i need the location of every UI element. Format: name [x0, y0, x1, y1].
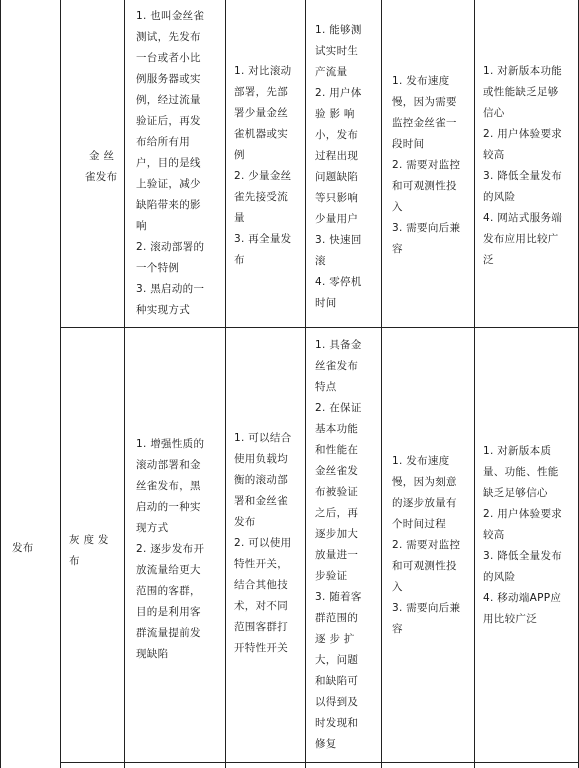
text-line: 3. 降低全量发布	[483, 550, 563, 562]
text-line: 3. 降低全量发布	[483, 170, 563, 182]
text-line: 之后，再	[315, 507, 359, 519]
text-line: 1. 对新版本功能	[483, 65, 563, 77]
row-name-cell	[85, 146, 119, 188]
text-line: 问题缺陷	[315, 171, 359, 183]
text-line: 逐 步 扩	[315, 633, 355, 645]
definition-cell	[136, 6, 204, 321]
text-line: 1. 能够测	[315, 24, 362, 36]
text-line: 1. 具备金	[315, 339, 362, 351]
text-line: 量、功能、性能	[483, 466, 559, 478]
row-name-line: 布	[69, 555, 80, 567]
text-line: 2. 用户体验要求	[483, 128, 563, 140]
text-line: 4. 移动端APP应	[483, 592, 562, 604]
text-line: 例服务器或实	[136, 73, 201, 85]
text-line: 布被验证	[315, 486, 359, 498]
text-line: 入	[392, 201, 403, 213]
text-line: 群流量提前发	[136, 627, 201, 639]
text-line: 慢，因为刻意	[392, 476, 457, 488]
text-line: 一个特例	[136, 262, 180, 274]
text-line: 的风险	[483, 191, 516, 203]
text-line: 范围的客群，	[136, 585, 201, 597]
text-line: 缺乏足够信心	[483, 487, 548, 499]
grid-line	[124, 0, 125, 768]
disadvantages-cell	[392, 71, 460, 260]
text-line: 或性能缺乏足够	[483, 86, 559, 98]
text-line: 使用负载均	[234, 453, 288, 465]
row-name-cell	[69, 530, 121, 572]
text-line: 的逐步放量有	[392, 497, 457, 509]
text-line: 一台或者小比	[136, 52, 201, 64]
text-line: 段时间	[392, 138, 425, 150]
text-line: 时间	[315, 297, 337, 309]
text-line: 测试，先发布	[136, 31, 201, 43]
text-line: 2. 可以使用	[234, 537, 292, 549]
text-line: 产流量	[315, 66, 348, 78]
text-line: 小，发布	[315, 129, 359, 141]
use-cases-cell	[483, 61, 562, 271]
text-line: 时发现和	[315, 717, 359, 729]
text-line: 1. 发布速度	[392, 455, 450, 467]
text-line: 3. 快速回	[315, 234, 362, 246]
text-line: 雀机器或实	[234, 128, 288, 140]
text-line: 丝雀发布	[315, 360, 359, 372]
text-line: 1. 发布速度	[392, 75, 450, 87]
text-line: 泛	[483, 254, 494, 266]
text-line: 监控金丝雀一	[392, 117, 457, 129]
text-line: 2. 用户体验要求	[483, 508, 563, 520]
text-line: 2. 需要对监控	[392, 539, 461, 551]
text-line: 和性能在	[315, 444, 359, 456]
grid-line	[225, 0, 226, 768]
text-line: 放量进一	[315, 549, 359, 561]
text-line: 结合其他技	[234, 579, 288, 591]
text-line: 3. 再全量发	[234, 233, 292, 245]
grid-line	[474, 0, 475, 768]
text-line: 滚动部署和金	[136, 459, 201, 471]
advantages-cell	[315, 20, 362, 314]
use-cases-cell	[483, 441, 562, 630]
text-line: 入	[392, 581, 403, 593]
text-line: 3. 随着客	[315, 591, 362, 603]
text-line: 2. 用户体	[315, 87, 362, 99]
text-line: 步验证	[315, 570, 348, 582]
text-line: 容	[392, 623, 403, 635]
implementation-cell	[234, 428, 291, 659]
text-line: 发布	[234, 516, 256, 528]
text-line: 用比较广泛	[483, 613, 537, 625]
text-line: 滚	[315, 255, 326, 267]
text-line: 容	[392, 243, 403, 255]
text-line: 3. 需要向后兼	[392, 602, 461, 614]
text-line: 2. 少量金丝	[234, 170, 292, 182]
text-line: 群范围的	[315, 612, 359, 624]
grid-line	[381, 0, 382, 768]
text-line: 1. 对新版本质	[483, 445, 552, 457]
text-line: 雀先接受流	[234, 191, 288, 203]
text-line: 现方式	[136, 522, 169, 534]
grid-line	[305, 0, 306, 768]
text-line: 较高	[483, 149, 505, 161]
text-line: 上验证，减少	[136, 178, 201, 190]
advantages-cell	[315, 335, 362, 755]
text-line: 现缺陷	[136, 648, 169, 660]
text-line: 量	[234, 212, 245, 224]
text-line: 的风险	[483, 571, 516, 583]
text-line: 例，经过流量	[136, 94, 201, 106]
text-line: 缺陷带来的影	[136, 199, 201, 211]
text-line: 过程出现	[315, 150, 359, 162]
text-line: 个时间过程	[392, 518, 446, 530]
grid-line	[60, 327, 579, 328]
text-line: 丝雀发布，黑	[136, 480, 201, 492]
text-line: 等只影响	[315, 192, 359, 204]
text-line: 目的是利用客	[136, 606, 201, 618]
text-line: 1. 对比滚动	[234, 65, 292, 77]
text-line: 3. 需要向后兼	[392, 222, 461, 234]
text-line: 4. 零停机	[315, 276, 362, 288]
text-line: 衡的滚动部	[234, 474, 288, 486]
text-line: 3. 黑启动的一	[136, 283, 205, 295]
text-line: 部署，先部	[234, 86, 288, 98]
text-line: 金丝雀发	[315, 465, 359, 477]
text-line: 特性开关，	[234, 558, 288, 570]
text-line: 1. 可以结合	[234, 432, 292, 444]
text-line: 特点	[315, 381, 337, 393]
text-line: 和可观测性投	[392, 560, 457, 572]
text-line: 基本功能	[315, 423, 359, 435]
text-line: 开特性开关	[234, 642, 288, 654]
text-line: 1. 增强性质的	[136, 438, 205, 450]
text-line: 以得到及	[315, 696, 359, 708]
text-line: 响	[136, 220, 147, 232]
definition-cell	[136, 434, 204, 665]
disadvantages-cell	[392, 451, 460, 640]
text-line: 启动的一种实	[136, 501, 201, 513]
implementation-cell	[234, 61, 291, 271]
text-line: 布给所有用	[136, 136, 190, 148]
text-line: 修复	[315, 738, 337, 750]
row-name-line: 灰 度 发	[69, 534, 109, 546]
text-line: 和缺陷可	[315, 675, 359, 687]
text-line: 户，目的是线	[136, 157, 201, 169]
text-line: 和可观测性投	[392, 180, 457, 192]
text-line: 大，问题	[315, 654, 359, 666]
text-line: 逐步加大	[315, 528, 359, 540]
text-line: 1. 也叫金丝雀	[136, 10, 205, 22]
grid-line	[0, 0, 1, 768]
section-label: 发布	[12, 542, 34, 554]
grid-line	[60, 0, 61, 768]
row-name-line: 雀发布	[85, 171, 118, 183]
text-line: 例	[234, 149, 245, 161]
text-line: 验证后，再发	[136, 115, 201, 127]
text-line: 试实时生	[315, 45, 359, 57]
text-line: 署少量金丝	[234, 107, 288, 119]
text-line: 2. 逐步发布开	[136, 543, 205, 555]
text-line: 放流量给更大	[136, 564, 201, 576]
row-name-line: 金 丝	[89, 150, 115, 162]
grid-line	[60, 762, 579, 763]
text-line: 少量用户	[315, 213, 359, 225]
text-line: 信心	[483, 107, 505, 119]
text-line: 2. 需要对监控	[392, 159, 461, 171]
text-line: 范围客群打	[234, 621, 288, 633]
text-line: 较高	[483, 529, 505, 541]
text-line: 术，对不同	[234, 600, 288, 612]
text-line: 慢，因为需要	[392, 96, 457, 108]
text-line: 发布应用比较广	[483, 233, 559, 245]
text-line: 署和金丝雀	[234, 495, 288, 507]
text-line: 验 影 响	[315, 108, 355, 120]
text-line: 2. 滚动部署的	[136, 241, 205, 253]
text-line: 2. 在保证	[315, 402, 362, 414]
text-line: 布	[234, 254, 245, 266]
text-line: 种实现方式	[136, 304, 190, 316]
text-line: 4. 网站式服务端	[483, 212, 563, 224]
